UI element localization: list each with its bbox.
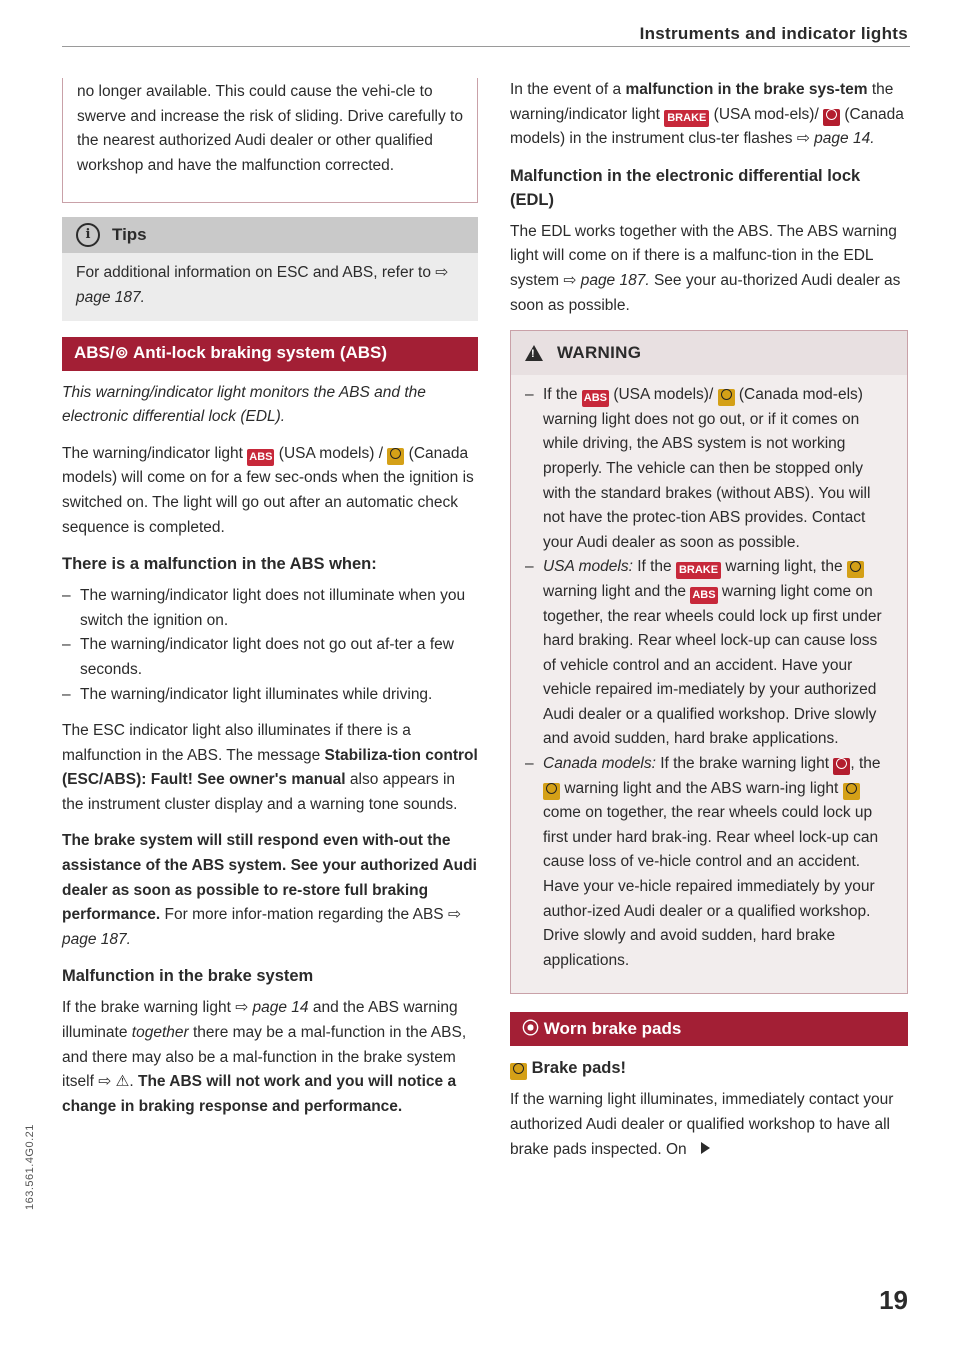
tips-title: Tips (112, 225, 147, 245)
brake-canada-icon (833, 758, 850, 775)
r-p3: If the warning light illuminates, immediately contact your authorized Audi dealer or qualified workshop to have all brake pads inspected. On (510, 1091, 894, 1158)
abs-canada-icon (387, 448, 404, 465)
list-item (525, 555, 893, 752)
p4-bold: The ABS will not work and you will notice a change in braking response and performance. (62, 1073, 457, 1115)
p3-rest: For more infor-mation regarding the ABS (164, 906, 444, 924)
w3-lead: Canada models: (543, 755, 656, 773)
list-item: – The warning/indicator light illuminates while driving. (62, 683, 478, 708)
r-p2-page-ref[interactable]: ⇨ page 187. (563, 271, 650, 289)
w2-d: warning light come on together, the rear wheels could lock up first under hard braking. Rear wheel lock-up can cause loss of vehicle control and an accident. Have your vehicle repaired im-mediately by your authorized Audi dealer or a qualified workshop. Drive slowly and avoid sudden, hard brake applications. (543, 582, 882, 748)
abs-malfunction-list (62, 584, 478, 707)
heading-brake-system: Malfunction in the brake system (62, 967, 314, 986)
abs-paragraph-3 (62, 829, 478, 952)
brake-system-icon (543, 783, 560, 800)
brake-pads-icon (510, 1063, 527, 1080)
tips-header (62, 217, 478, 253)
r-p1-a: In the event of a (510, 81, 622, 98)
warning-title: WARNING (557, 342, 642, 362)
p3-page-ref[interactable]: ⇨ page 187. (62, 906, 461, 948)
warning-box-continuation (62, 78, 478, 203)
heading-abs-malfunction: There is a malfunction in the ABS when: (62, 555, 377, 574)
abs-warning-icon: ABS (690, 587, 717, 604)
brake-warning-icon: BRAKE (676, 562, 721, 579)
header-title: Instruments and indicator lights (639, 24, 908, 43)
warning-box (510, 330, 908, 994)
w3-d: come on together, the rear wheels could lock up first under hard brak-ing. Rear wheel lock-up can cause loss of ve-hicle control and an accident. Have your ve-hicle repaired immediately by your author-ized Audi dealer or a qualified workshop. Drive slowly and avoid sudden, hard brake applications. (543, 804, 879, 969)
tips-text: For additional information on ESC and ABS, refer to (76, 264, 431, 282)
list-item (525, 383, 893, 555)
warning-list (525, 383, 893, 973)
p2-text-a: The ESC indicator light also illuminates if there is a malfunction in the ABS. The message (62, 722, 411, 764)
abs-canada-icon (843, 783, 860, 800)
p1-text-a: The warning/indicator light (62, 444, 243, 462)
page-number: 19 (879, 1285, 908, 1315)
p4-together: together (131, 1024, 189, 1042)
w3-a: If the brake warning light (660, 755, 830, 773)
left-column (62, 78, 478, 1131)
w3-b: , the (850, 755, 881, 773)
warning-continuation-text: no longer available. This could cause the vehi-cle to swerve and increase the risk of sliding. Drive carefully to the nearest authorized Audi dealer or other qualified workshop and have the malfunction corrected. (77, 83, 463, 174)
p4-page-ref[interactable]: ⇨ page 14 (235, 999, 309, 1017)
p4-text-a: If the brake warning light (62, 999, 231, 1017)
abs-paragraph-1 (62, 442, 478, 540)
brake-pads-paragraph (510, 1088, 908, 1162)
w1-b: (USA models)/ (613, 386, 714, 404)
warning-header (511, 331, 907, 375)
p2-message: Stabiliza-tion control (ESC/ABS): Fault! See owner's manual (62, 746, 478, 789)
abs-warning-icon: ABS (582, 390, 609, 407)
side-code: 163.561.4G0.21 (24, 1124, 36, 1210)
p1-text-c: (Canada models) will come on for a few sec-onds when the ignition is switched on. The light will go out after an automatic check sequence is completed. (62, 444, 474, 536)
continue-arrow-icon (701, 1142, 710, 1154)
brake-pads-title: Brake pads! (531, 1059, 627, 1078)
abs-canada-icon (718, 389, 735, 406)
section-title-brake-pads: ⦿ Worn brake pads (510, 1012, 908, 1046)
brake-system-icon (847, 561, 864, 578)
r-p1-c: (USA mod-els)/ (713, 105, 819, 123)
p4-text-c: there may be a mal-function in the ABS, and there may also be a mal-function in the brake system itself (62, 1024, 467, 1091)
p4-warning-ref[interactable]: ⇨ ⚠. (98, 1073, 134, 1091)
w2-lead: USA models: (543, 558, 633, 576)
brake-canada-icon (823, 109, 840, 126)
abs-warning-icon: ABS (247, 449, 274, 466)
r-p1-d: (Canada models) in the instrument clus-ter flashes (510, 105, 904, 148)
right-column (510, 78, 908, 1174)
brake-flash-paragraph (510, 78, 908, 152)
brake-paragraph (62, 996, 478, 1119)
w2-b: warning light, the (725, 558, 843, 576)
r-p2-b: See your au-thorized Audi dealer as soon as possible. (510, 271, 901, 314)
tips-page-ref[interactable]: ⇨ page 187. (76, 264, 449, 306)
list-item: – The warning/indicator light does not go out af-ter a few seconds. (62, 633, 478, 682)
section-title-abs: ABS/⊚ Anti-lock braking system (ABS) (62, 337, 478, 371)
warning-triangle-icon (525, 345, 543, 361)
brake-warning-icon: BRAKE (664, 110, 709, 127)
p4-text-b: and the ABS warning illuminate (62, 999, 458, 1042)
w1-c: (Canada mod-els) warning light does not go out, or if it comes on while driving, the ABS system is not working properly. The vehicle can then be stopped only with the standard brakes (without ABS). You will not have the protec-tion ABS provides. Contact your Audi dealer as soon as possible. (543, 386, 871, 551)
abs-paragraph-2 (62, 719, 478, 817)
warning-body (511, 375, 907, 993)
r-p2-a: The EDL works together with the ABS. The ABS warning light will come on if there is a malfunc-tion in the EDL system (510, 222, 897, 289)
list-item (525, 752, 893, 973)
list-item: – The warning/indicator light does not illuminate when you switch the ignition on. (62, 584, 478, 633)
edl-paragraph (510, 220, 908, 318)
heading-edl: Malfunction in the electronic differential lock (EDL) (510, 166, 861, 209)
r-p1-page-ref[interactable]: ⇨ page 14. (796, 130, 875, 148)
abs-intro: This warning/indicator light monitors the ABS and the electronic differential lock (EDL). (62, 383, 426, 426)
r-p1-b: the warning/indicator light (510, 81, 894, 123)
w3-c: warning light and the ABS warn-ing light (564, 779, 839, 797)
w2-c: warning light and the (543, 582, 687, 600)
p3-bold: The brake system will still respond even with-out the assistance of the ABS system. See your authorized Audi dealer as soon as possible to re-store full braking performance. (62, 832, 477, 924)
heading-brake-pads (510, 1056, 908, 1080)
w2-a: If the (637, 558, 672, 576)
tips-body (62, 253, 478, 320)
header-rule (62, 46, 910, 47)
info-icon: i (76, 223, 100, 247)
p1-text-b: (USA models) / (278, 444, 384, 462)
r-p1-bold: malfunction in the brake sys-tem (625, 81, 868, 98)
p2-text-c: also appears in the instrument cluster display and a warning tone sounds. (62, 771, 458, 813)
w1-a: If the (543, 386, 578, 404)
